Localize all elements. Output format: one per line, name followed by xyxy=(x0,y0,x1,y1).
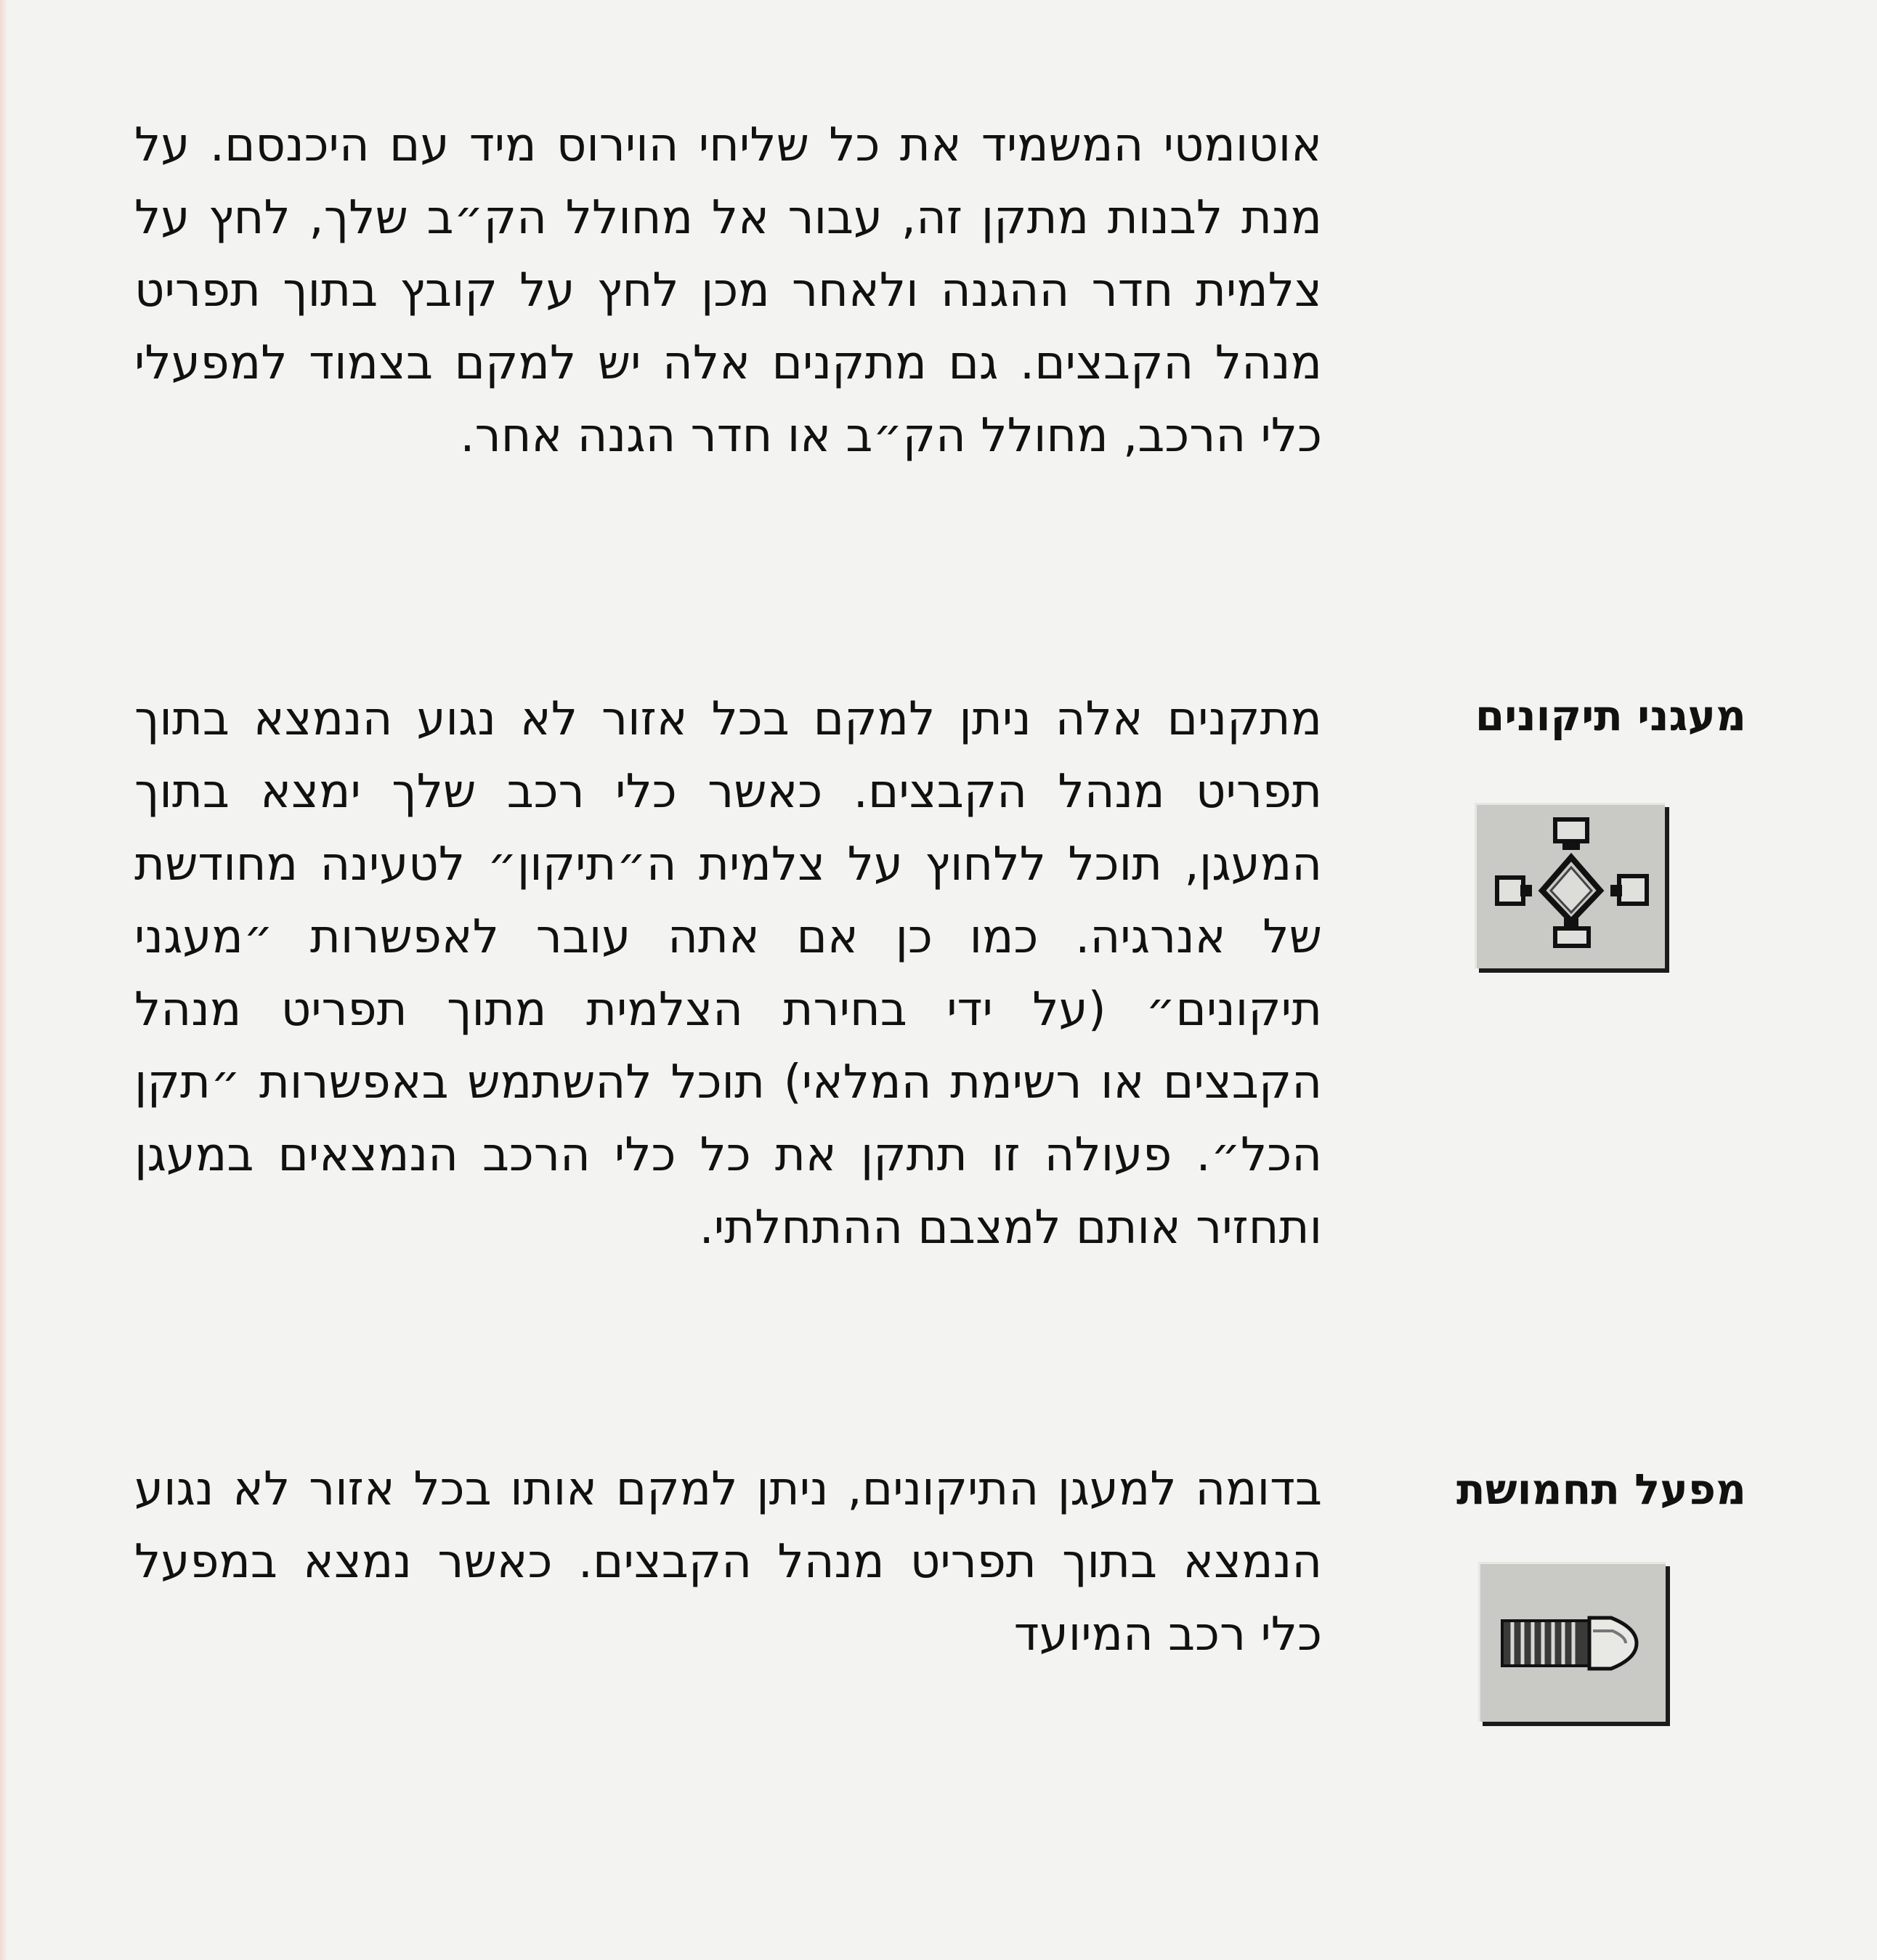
repair-dock-icon xyxy=(1475,803,1665,968)
body-paragraph-2 xyxy=(134,683,1322,1264)
heading-repair-docks: מעגני תיקונים xyxy=(1475,691,1746,740)
heading-ammo-factory: מפעל תחמושת xyxy=(1456,1465,1746,1514)
body-paragraph-3 xyxy=(134,1453,1322,1671)
body-paragraph-1 xyxy=(134,109,1322,472)
paragraph-text: בדומה למעגן התיקונים, ניתן למקם אותו בכל אזור לא נגוע הנמצא בתוך תפריט מנהל הקבצים. כאשר נמצא במפעל כלי רכב המיועד xyxy=(134,1462,1322,1661)
paragraph-text: מתקנים אלה ניתן למקם בכל אזור לא נגוע הנמצא בתוך תפריט מנהל הקבצים. כאשר כלי רכב שלך ימצא בתוך המעגן, תוכל ללחוץ על צלמית ה״תיקון״ לטעינה מחודשת של אנרגיה. כמו כן אם אתה עובר לאפשרות ״מעגני תיקונים״ (על ידי בחירת הצלמית מתוך תפריט מנהל הקבצים או רשימת המלאי) תוכל להשתמש באפשרות ״תקן הכל״. פעולה זו תתקן את כל כלי הרכב הנמצאים במעגן ותחזיר אותם למצבם ההתחלתי. xyxy=(134,692,1322,1255)
paragraph-text: אוטומטי המשמיד את כל שליחי הוירוס מיד עם היכנסם. על מנת לבנות מתקן זה, עבור אל מחולל הק״ב שלך, לחץ על צלמית חדר ההגנה ולאחר מכן לחץ על קובץ בתוך תפריט מנהל הקבצים. גם מתקנים אלה יש למקם בצמוד למפעלי כלי הרכב, מחולל הק״ב או חדר הגנה אחר. xyxy=(134,118,1322,463)
page-edge xyxy=(0,0,7,1960)
ammo-factory-icon xyxy=(1478,1562,1666,1722)
